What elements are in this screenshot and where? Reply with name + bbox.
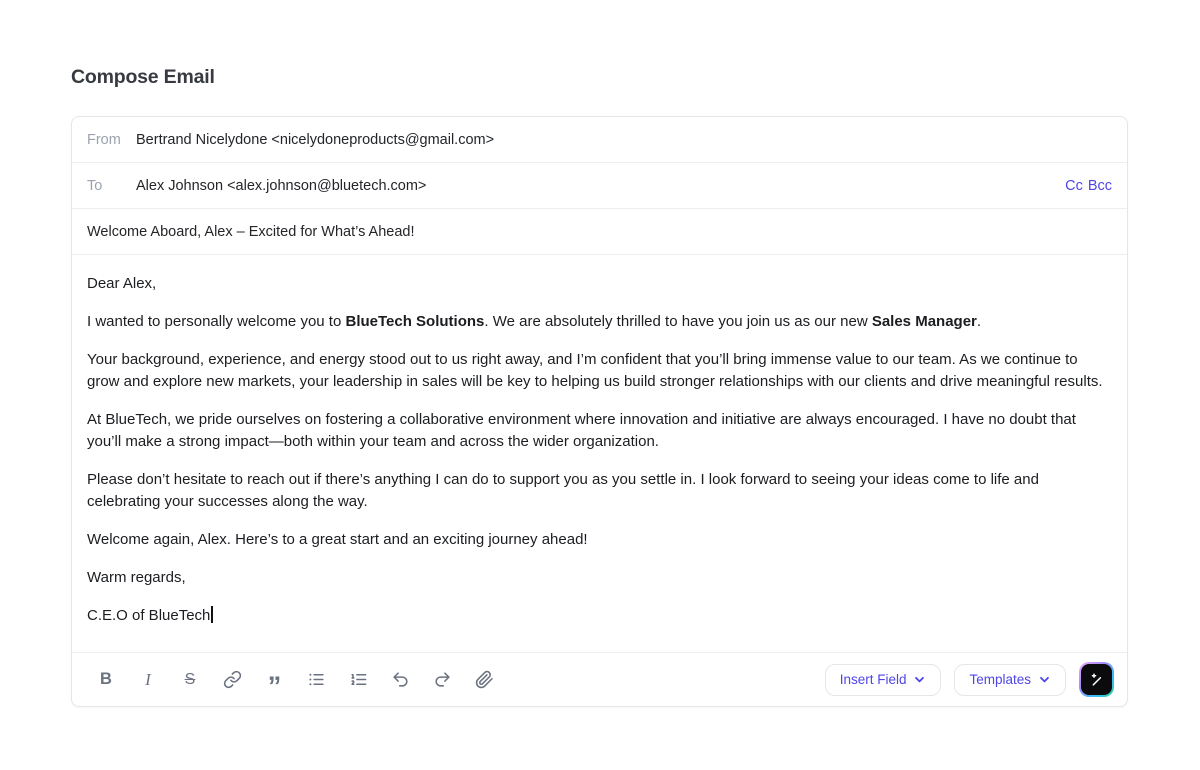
to-label: To [87, 177, 103, 194]
chevron-down-icon [913, 673, 926, 686]
body-paragraph[interactable]: Please don’t hesitate to reach out if there’s anything I can do to support you as you settle in. I look forward to seeing your ideas come to life and celebrating your successes along the way. [87, 471, 1039, 510]
body-paragraph[interactable]: Dear Alex, [87, 275, 157, 292]
bold-icon: B [100, 670, 112, 688]
body-paragraph[interactable]: At BlueTech, we pride ourselves on fostering a collaborative environment where innovation and initiative are always encouraged. I have no doubt that you’ll make a strong impact—both within your team and across the wider organization. [87, 411, 1076, 450]
body-paragraph[interactable]: C.E.O of BlueTech [87, 605, 1107, 627]
bullet-list-button[interactable] [303, 667, 329, 693]
editor-toolbar [72, 652, 1127, 706]
body-paragraph[interactable]: I wanted to personally welcome you to BlueTech Solutions. We are absolutely thrilled to have you join us as our new Sales Manager. [87, 313, 982, 330]
ordered-list-icon [349, 670, 368, 689]
page-title: Compose Email [71, 66, 215, 88]
compose-card [71, 116, 1128, 707]
magic-wand-icon [1088, 671, 1105, 688]
templates-dropdown[interactable] [954, 664, 1066, 696]
toolbar-actions [825, 662, 1114, 697]
body-paragraph[interactable]: Warm regards, [87, 569, 186, 586]
cc-bcc-links [1065, 178, 1112, 194]
from-field[interactable] [72, 117, 1127, 163]
redo-button[interactable] [429, 667, 455, 693]
cc-link[interactable]: Cc [1065, 177, 1083, 194]
redo-icon [433, 670, 452, 689]
bcc-link[interactable]: Bcc [1087, 177, 1112, 194]
to-field[interactable] [72, 163, 1127, 209]
link-icon [223, 670, 242, 689]
subject-value[interactable]: Welcome Aboard, Alex – Excited for What’s Ahead! [87, 223, 415, 240]
bold-button[interactable] [93, 667, 119, 693]
blockquote-button[interactable] [261, 667, 287, 701]
insert-field-dropdown[interactable] [825, 664, 942, 696]
subject-field[interactable] [72, 209, 1127, 255]
paperclip-icon [475, 670, 494, 689]
italic-button[interactable] [135, 667, 161, 693]
quote-icon: ” [267, 670, 281, 701]
from-value[interactable]: Bertrand Nicelydone <nicelydoneproducts@gmail.com> [136, 131, 495, 148]
attachment-button[interactable] [471, 667, 497, 693]
strikethrough-button[interactable] [177, 667, 203, 693]
text-cursor [211, 606, 213, 623]
link-button[interactable] [219, 667, 245, 693]
undo-button[interactable] [387, 667, 413, 693]
from-label: From [87, 131, 121, 148]
bullet-list-icon [307, 670, 326, 689]
ai-assist-button[interactable] [1079, 662, 1114, 697]
undo-icon [391, 670, 410, 689]
italic-icon: I [145, 669, 151, 689]
insert-field-label: Insert Field [839, 672, 907, 687]
body-paragraph[interactable]: Your background, experience, and energy stood out to us right away, and I’m confident that you’ll bring immense value to our team. As we continue to grow and explore new markets, your leadership in sales will be key to helping us build stronger relationships with our clients and drive meaningful results. [87, 351, 1103, 390]
templates-label: Templates [969, 672, 1031, 687]
body-paragraph[interactable]: Welcome again, Alex. Here’s to a great start and an exciting journey ahead! [87, 531, 588, 548]
strikethrough-icon: S [184, 670, 196, 688]
chevron-down-icon [1038, 673, 1051, 686]
to-value[interactable]: Alex Johnson <alex.johnson@bluetech.com> [136, 177, 427, 194]
formatting-icons [93, 667, 497, 701]
ordered-list-button[interactable] [345, 667, 371, 693]
email-body-editor[interactable] [72, 255, 1127, 652]
